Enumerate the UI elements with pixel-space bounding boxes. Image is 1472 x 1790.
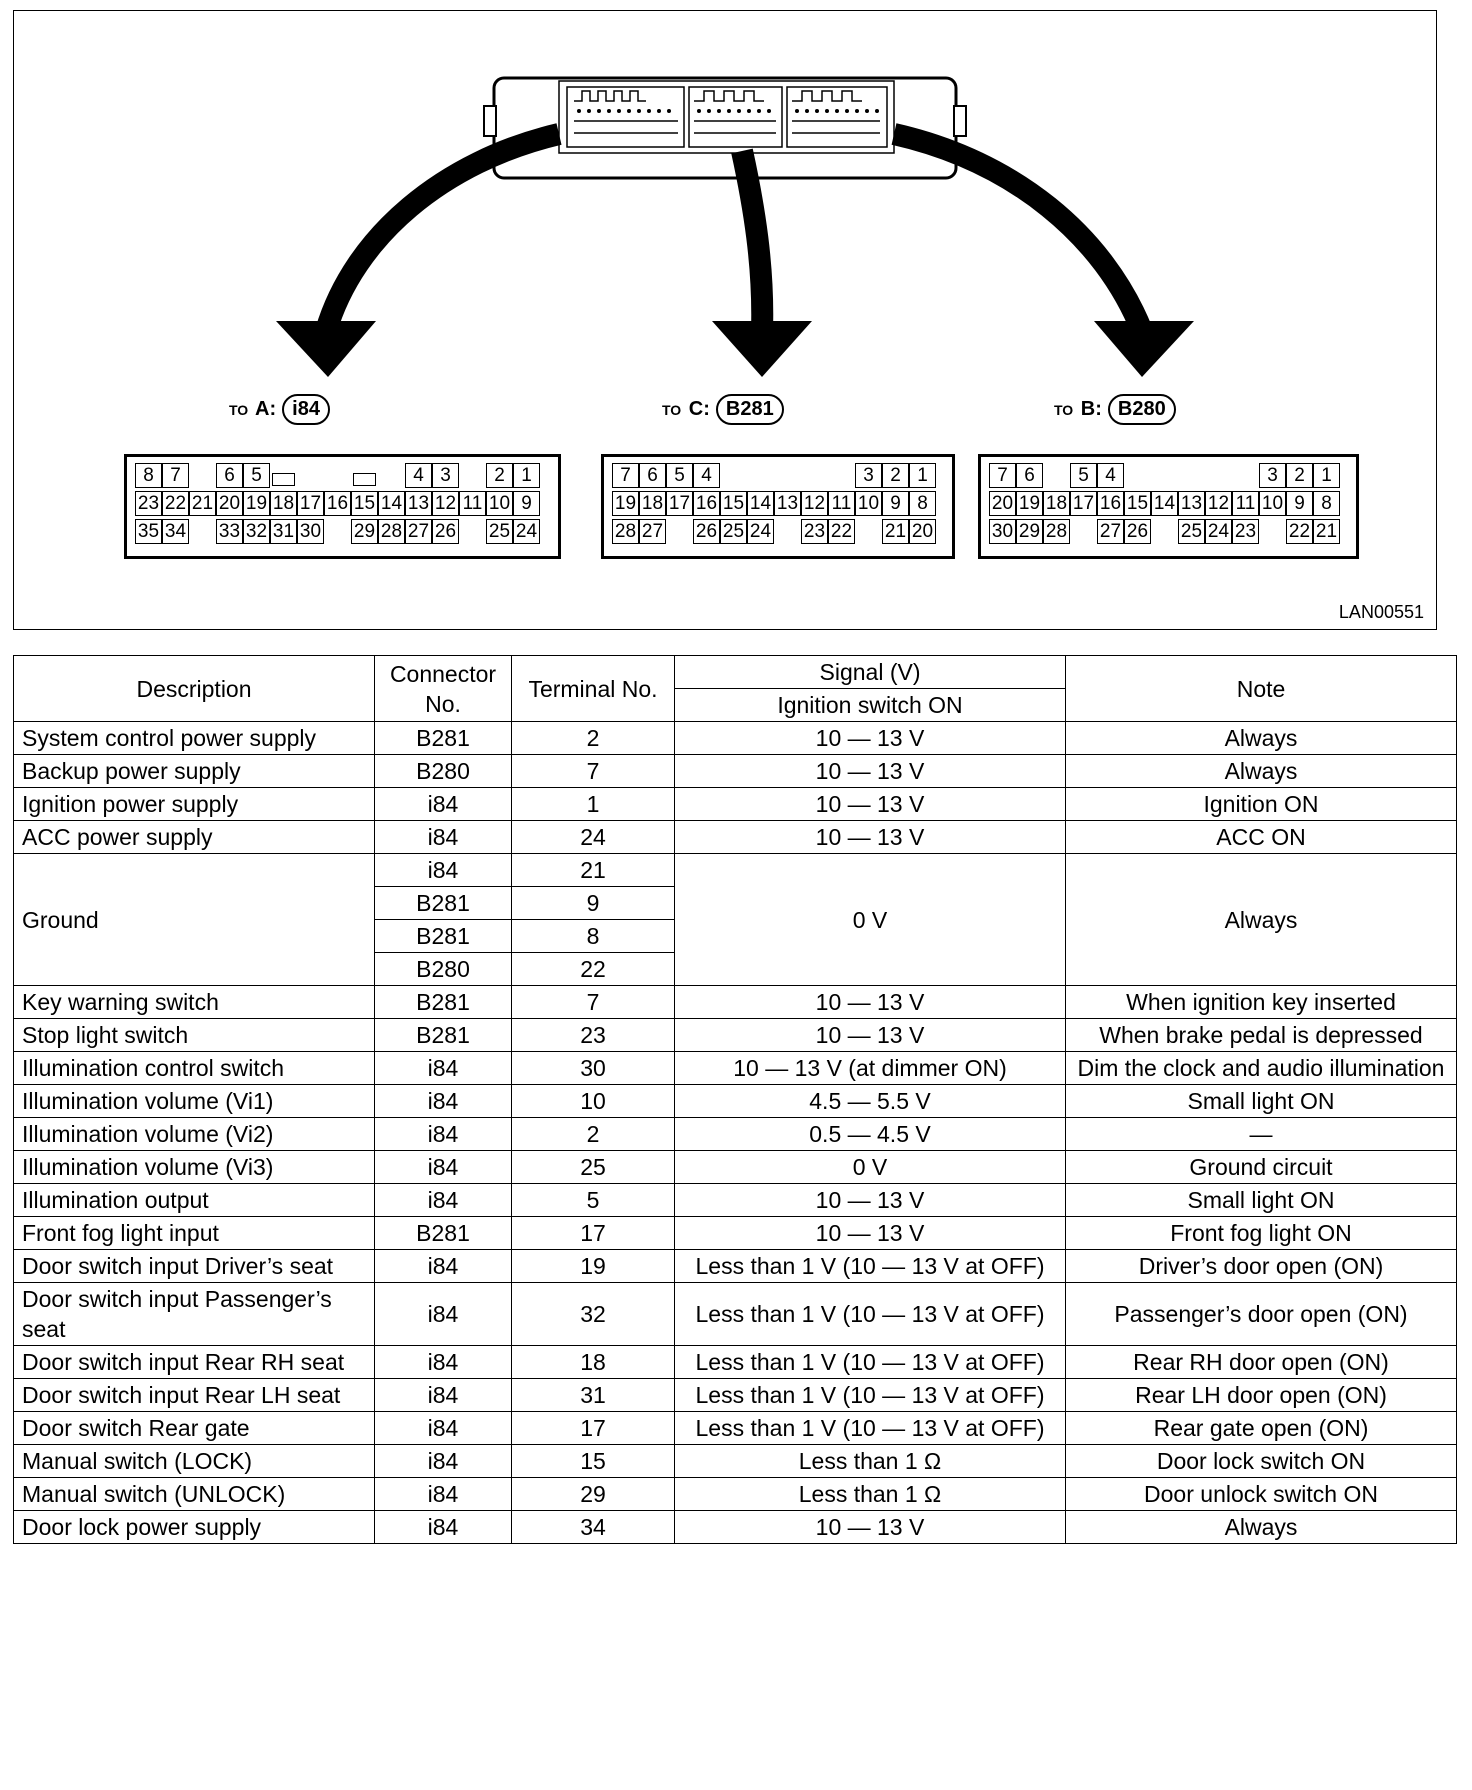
cell-terminal: 1 — [512, 788, 675, 821]
figure-code: LAN00551 — [1338, 602, 1424, 622]
header-description: Description — [14, 656, 375, 722]
table-row — [14, 1379, 1457, 1412]
pin-11: 11 — [828, 491, 855, 516]
pin-4: 4 — [405, 463, 432, 488]
cell-note: Door lock switch ON — [1066, 1445, 1457, 1478]
pin-3: 3 — [432, 463, 459, 488]
cell-description: ACC power supply — [14, 821, 375, 854]
cell-signal: 0 V — [675, 1151, 1066, 1184]
pin-28: 28 — [612, 519, 639, 544]
pin-31: 31 — [270, 519, 297, 544]
cell-connector: B280 — [375, 953, 512, 986]
cell-terminal: 9 — [512, 887, 675, 920]
cell-connector: i84 — [375, 1346, 512, 1379]
cell-note: Always — [1066, 854, 1457, 986]
pin-4: 4 — [693, 463, 720, 488]
pin-18: 18 — [270, 491, 297, 516]
connector-c-pinout — [601, 454, 955, 559]
cell-terminal: 32 — [512, 1283, 675, 1346]
cell-signal: Less than 1 Ω — [675, 1445, 1066, 1478]
cell-description: Illumination output — [14, 1184, 375, 1217]
cell-terminal: 30 — [512, 1052, 675, 1085]
pin-1: 1 — [1313, 463, 1340, 488]
cell-connector: B280 — [375, 755, 512, 788]
table-row — [14, 1085, 1457, 1118]
pin-12: 12 — [432, 491, 459, 516]
header-connector: Connector No. — [375, 656, 512, 722]
pin-gap — [1070, 519, 1097, 544]
cell-description: Manual switch (UNLOCK) — [14, 1478, 375, 1511]
connector-label-b: TO B: B280 — [1054, 394, 1176, 425]
table-row — [14, 1184, 1457, 1217]
pin-17: 17 — [666, 491, 693, 516]
cell-signal: 10 — 13 V — [675, 986, 1066, 1019]
cell-terminal: 7 — [512, 986, 675, 1019]
cell-note: Always — [1066, 1511, 1457, 1544]
pin-23: 23 — [801, 519, 828, 544]
pin-9: 9 — [1286, 491, 1313, 516]
pin-15: 15 — [1124, 491, 1151, 516]
cell-connector: i84 — [375, 1250, 512, 1283]
cell-terminal: 2 — [512, 1118, 675, 1151]
pin-gap — [1178, 463, 1205, 488]
pin-9: 9 — [513, 491, 540, 516]
table-row — [14, 1151, 1457, 1184]
cell-connector: i84 — [375, 1412, 512, 1445]
terminal-signal-table — [13, 655, 1457, 1544]
pin-14: 14 — [747, 491, 774, 516]
cell-connector: i84 — [375, 1511, 512, 1544]
pin-21: 21 — [189, 491, 216, 516]
cell-description: System control power supply — [14, 722, 375, 755]
pin-1: 1 — [909, 463, 936, 488]
cell-terminal: 17 — [512, 1412, 675, 1445]
cell-note: Small light ON — [1066, 1085, 1457, 1118]
pin-10: 10 — [486, 491, 513, 516]
cell-connector: B281 — [375, 920, 512, 953]
cell-description: Door switch input Rear RH seat — [14, 1346, 375, 1379]
pin-2: 2 — [882, 463, 909, 488]
pin-25: 25 — [486, 519, 513, 544]
pin-22: 22 — [162, 491, 189, 516]
table-row — [14, 1511, 1457, 1544]
pin-11: 11 — [1232, 491, 1259, 516]
pin-22: 22 — [828, 519, 855, 544]
cell-signal: Less than 1 V (10 — 13 V at OFF) — [675, 1412, 1066, 1445]
cell-note: Door unlock switch ON — [1066, 1478, 1457, 1511]
pin-7: 7 — [612, 463, 639, 488]
cell-connector: i84 — [375, 1118, 512, 1151]
pin-6: 6 — [1016, 463, 1043, 488]
pin-18: 18 — [639, 491, 666, 516]
pin-gap — [1205, 463, 1232, 488]
pin-gap — [324, 519, 351, 544]
pin-17: 17 — [1070, 491, 1097, 516]
cell-connector: B281 — [375, 887, 512, 920]
pin-24: 24 — [747, 519, 774, 544]
cell-terminal: 7 — [512, 755, 675, 788]
cell-signal: 10 — 13 V — [675, 821, 1066, 854]
lock-key — [272, 473, 295, 486]
pin-26: 26 — [1124, 519, 1151, 544]
pin-21: 21 — [1313, 519, 1340, 544]
cell-connector: i84 — [375, 1478, 512, 1511]
cell-connector: i84 — [375, 854, 512, 887]
connector-label-c: TO C: B281 — [662, 394, 784, 425]
table-row — [14, 1217, 1457, 1250]
pin-gap — [1232, 463, 1259, 488]
cell-terminal: 5 — [512, 1184, 675, 1217]
cell-description: Door switch input Driver’s seat — [14, 1250, 375, 1283]
table-row — [14, 1118, 1457, 1151]
cell-connector: i84 — [375, 1283, 512, 1346]
cell-description: Ignition power supply — [14, 788, 375, 821]
cell-connector: i84 — [375, 1052, 512, 1085]
pin-13: 13 — [1178, 491, 1205, 516]
cell-connector: i84 — [375, 1085, 512, 1118]
cell-terminal: 24 — [512, 821, 675, 854]
cell-description: Ground — [14, 854, 375, 986]
cell-note: Front fog light ON — [1066, 1217, 1457, 1250]
header-signal-condition: Ignition switch ON — [675, 689, 1066, 722]
cell-signal: Less than 1 Ω — [675, 1478, 1066, 1511]
pin-3: 3 — [855, 463, 882, 488]
cell-note: Driver’s door open (ON) — [1066, 1250, 1457, 1283]
pin-4: 4 — [1097, 463, 1124, 488]
pin-11: 11 — [459, 491, 486, 516]
cell-connector: i84 — [375, 1184, 512, 1217]
cell-connector: i84 — [375, 788, 512, 821]
cell-connector: B281 — [375, 1217, 512, 1250]
cell-terminal: 31 — [512, 1379, 675, 1412]
pin-29: 29 — [351, 519, 378, 544]
table-row — [14, 854, 1457, 887]
cell-note: Passenger’s door open (ON) — [1066, 1283, 1457, 1346]
pin-gap — [459, 463, 486, 488]
pin-1: 1 — [513, 463, 540, 488]
table-row — [14, 1052, 1457, 1085]
pin-34: 34 — [162, 519, 189, 544]
pin-9: 9 — [882, 491, 909, 516]
cell-signal: Less than 1 V (10 — 13 V at OFF) — [675, 1283, 1066, 1346]
cell-signal: 10 — 13 V — [675, 1511, 1066, 1544]
cell-note: When ignition key inserted — [1066, 986, 1457, 1019]
cell-note: — — [1066, 1118, 1457, 1151]
pin-12: 12 — [1205, 491, 1232, 516]
pin-22: 22 — [1286, 519, 1313, 544]
table-row — [14, 821, 1457, 854]
connector-label-a: TO A: i84 — [229, 394, 330, 425]
cell-terminal: 10 — [512, 1085, 675, 1118]
cell-note: Dim the clock and audio illumination — [1066, 1052, 1457, 1085]
cell-description: Manual switch (LOCK) — [14, 1445, 375, 1478]
cell-terminal: 2 — [512, 722, 675, 755]
cell-connector: i84 — [375, 1379, 512, 1412]
table-row — [14, 788, 1457, 821]
pin-2: 2 — [1286, 463, 1313, 488]
cell-terminal: 19 — [512, 1250, 675, 1283]
pin-15: 15 — [351, 491, 378, 516]
pin-27: 27 — [405, 519, 432, 544]
pin-23: 23 — [1232, 519, 1259, 544]
table-row — [14, 1412, 1457, 1445]
table-row — [14, 722, 1457, 755]
cell-signal: 4.5 — 5.5 V — [675, 1085, 1066, 1118]
table-row — [14, 986, 1457, 1019]
pin-19: 19 — [1016, 491, 1043, 516]
pin-5: 5 — [243, 463, 270, 488]
pin-35: 35 — [135, 519, 162, 544]
cell-description: Stop light switch — [14, 1019, 375, 1052]
cell-note: Always — [1066, 755, 1457, 788]
cell-description: Door switch input Passenger’s seat — [14, 1283, 375, 1346]
pin-gap — [378, 463, 405, 488]
cell-terminal: 21 — [512, 854, 675, 887]
pin-25: 25 — [720, 519, 747, 544]
cell-description: Door switch Rear gate — [14, 1412, 375, 1445]
pin-16: 16 — [693, 491, 720, 516]
table-row — [14, 1283, 1457, 1346]
pin-gap — [855, 519, 882, 544]
cell-note: Ignition ON — [1066, 788, 1457, 821]
cell-signal: 10 — 13 V — [675, 1019, 1066, 1052]
cell-note: ACC ON — [1066, 821, 1457, 854]
cell-connector: i84 — [375, 821, 512, 854]
pin-16: 16 — [1097, 491, 1124, 516]
pin-18: 18 — [1043, 491, 1070, 516]
cell-terminal: 18 — [512, 1346, 675, 1379]
pin-6: 6 — [639, 463, 666, 488]
pin-8: 8 — [1313, 491, 1340, 516]
table-row — [14, 1478, 1457, 1511]
cell-note: Rear RH door open (ON) — [1066, 1346, 1457, 1379]
pin-33: 33 — [216, 519, 243, 544]
pin-14: 14 — [378, 491, 405, 516]
pin-19: 19 — [243, 491, 270, 516]
pin-10: 10 — [855, 491, 882, 516]
cell-signal: Less than 1 V (10 — 13 V at OFF) — [675, 1379, 1066, 1412]
pin-25: 25 — [1178, 519, 1205, 544]
pin-20: 20 — [216, 491, 243, 516]
lock-key — [353, 473, 376, 486]
cell-note: When brake pedal is depressed — [1066, 1019, 1457, 1052]
pin-gap — [1151, 519, 1178, 544]
pin-gap — [666, 519, 693, 544]
header-terminal: Terminal No. — [512, 656, 675, 722]
cell-description: Illumination volume (Vi3) — [14, 1151, 375, 1184]
table-row — [14, 1445, 1457, 1478]
pin-gap — [1151, 463, 1178, 488]
pin-15: 15 — [720, 491, 747, 516]
pin-29: 29 — [1016, 519, 1043, 544]
header-signal: Signal (V) — [675, 656, 1066, 689]
pin-gap — [297, 463, 324, 488]
pin-12: 12 — [801, 491, 828, 516]
cell-terminal: 29 — [512, 1478, 675, 1511]
cell-note: Rear gate open (ON) — [1066, 1412, 1457, 1445]
pin-24: 24 — [513, 519, 540, 544]
pin-gap — [1043, 463, 1070, 488]
pin-26: 26 — [693, 519, 720, 544]
cell-terminal: 25 — [512, 1151, 675, 1184]
cell-description: Key warning switch — [14, 986, 375, 1019]
cell-note: Always — [1066, 722, 1457, 755]
pin-13: 13 — [774, 491, 801, 516]
cell-connector: i84 — [375, 1445, 512, 1478]
cell-terminal: 17 — [512, 1217, 675, 1250]
pin-32: 32 — [243, 519, 270, 544]
cell-note: Small light ON — [1066, 1184, 1457, 1217]
pin-gap — [774, 463, 801, 488]
pin-27: 27 — [639, 519, 666, 544]
table-row — [14, 1019, 1457, 1052]
pin-24: 24 — [1205, 519, 1232, 544]
pin-28: 28 — [378, 519, 405, 544]
cell-description: Illumination volume (Vi1) — [14, 1085, 375, 1118]
pin-gap — [828, 463, 855, 488]
pin-gap — [774, 519, 801, 544]
cell-signal: 10 — 13 V — [675, 1184, 1066, 1217]
pin-gap — [747, 463, 774, 488]
cell-connector: i84 — [375, 1151, 512, 1184]
pin-2: 2 — [486, 463, 513, 488]
pin-17: 17 — [297, 491, 324, 516]
cell-description: Illumination volume (Vi2) — [14, 1118, 375, 1151]
pin-14: 14 — [1151, 491, 1178, 516]
header-note: Note — [1066, 656, 1457, 722]
cell-signal: 10 — 13 V — [675, 755, 1066, 788]
pin-gap — [1259, 519, 1286, 544]
pin-7: 7 — [989, 463, 1016, 488]
pin-gap — [324, 463, 351, 488]
cell-description: Door lock power supply — [14, 1511, 375, 1544]
cell-description: Front fog light input — [14, 1217, 375, 1250]
pin-13: 13 — [405, 491, 432, 516]
pin-gap — [1124, 463, 1151, 488]
pin-20: 20 — [989, 491, 1016, 516]
cell-signal: Less than 1 V (10 — 13 V at OFF) — [675, 1346, 1066, 1379]
cell-terminal: 23 — [512, 1019, 675, 1052]
cell-description: Illumination control switch — [14, 1052, 375, 1085]
pin-7: 7 — [162, 463, 189, 488]
cell-description: Backup power supply — [14, 755, 375, 788]
connector-a-pinout — [124, 454, 561, 559]
pin-19: 19 — [612, 491, 639, 516]
pin-gap — [459, 519, 486, 544]
pin-10: 10 — [1259, 491, 1286, 516]
pin-5: 5 — [666, 463, 693, 488]
pin-gap — [189, 463, 216, 488]
pin-28: 28 — [1043, 519, 1070, 544]
cell-terminal: 8 — [512, 920, 675, 953]
pin-8: 8 — [135, 463, 162, 488]
cell-connector: B281 — [375, 1019, 512, 1052]
cell-connector: B281 — [375, 722, 512, 755]
cell-signal: 0 V — [675, 854, 1066, 986]
pin-30: 30 — [297, 519, 324, 544]
pin-5: 5 — [1070, 463, 1097, 488]
cell-terminal: 34 — [512, 1511, 675, 1544]
pin-gap — [720, 463, 747, 488]
connector-b-pinout — [978, 454, 1359, 559]
pin-8: 8 — [909, 491, 936, 516]
pin-21: 21 — [882, 519, 909, 544]
pin-16: 16 — [324, 491, 351, 516]
pin-3: 3 — [1259, 463, 1286, 488]
pin-26: 26 — [432, 519, 459, 544]
cell-description: Door switch input Rear LH seat — [14, 1379, 375, 1412]
cell-signal: 10 — 13 V — [675, 722, 1066, 755]
cell-signal: Less than 1 V (10 — 13 V at OFF) — [675, 1250, 1066, 1283]
pin-gap — [801, 463, 828, 488]
pin-6: 6 — [216, 463, 243, 488]
cell-connector: B281 — [375, 986, 512, 1019]
pin-27: 27 — [1097, 519, 1124, 544]
pin-30: 30 — [989, 519, 1016, 544]
pin-23: 23 — [135, 491, 162, 516]
pin-gap — [189, 519, 216, 544]
table-row — [14, 1346, 1457, 1379]
cell-note: Ground circuit — [1066, 1151, 1457, 1184]
cell-terminal: 22 — [512, 953, 675, 986]
table-row — [14, 1250, 1457, 1283]
cell-note: Rear LH door open (ON) — [1066, 1379, 1457, 1412]
connector-diagram — [13, 10, 1437, 630]
cell-terminal: 15 — [512, 1445, 675, 1478]
table-row — [14, 755, 1457, 788]
cell-signal: 10 — 13 V (at dimmer ON) — [675, 1052, 1066, 1085]
cell-signal: 10 — 13 V — [675, 788, 1066, 821]
pin-20: 20 — [909, 519, 936, 544]
cell-signal: 10 — 13 V — [675, 1217, 1066, 1250]
cell-signal: 0.5 — 4.5 V — [675, 1118, 1066, 1151]
